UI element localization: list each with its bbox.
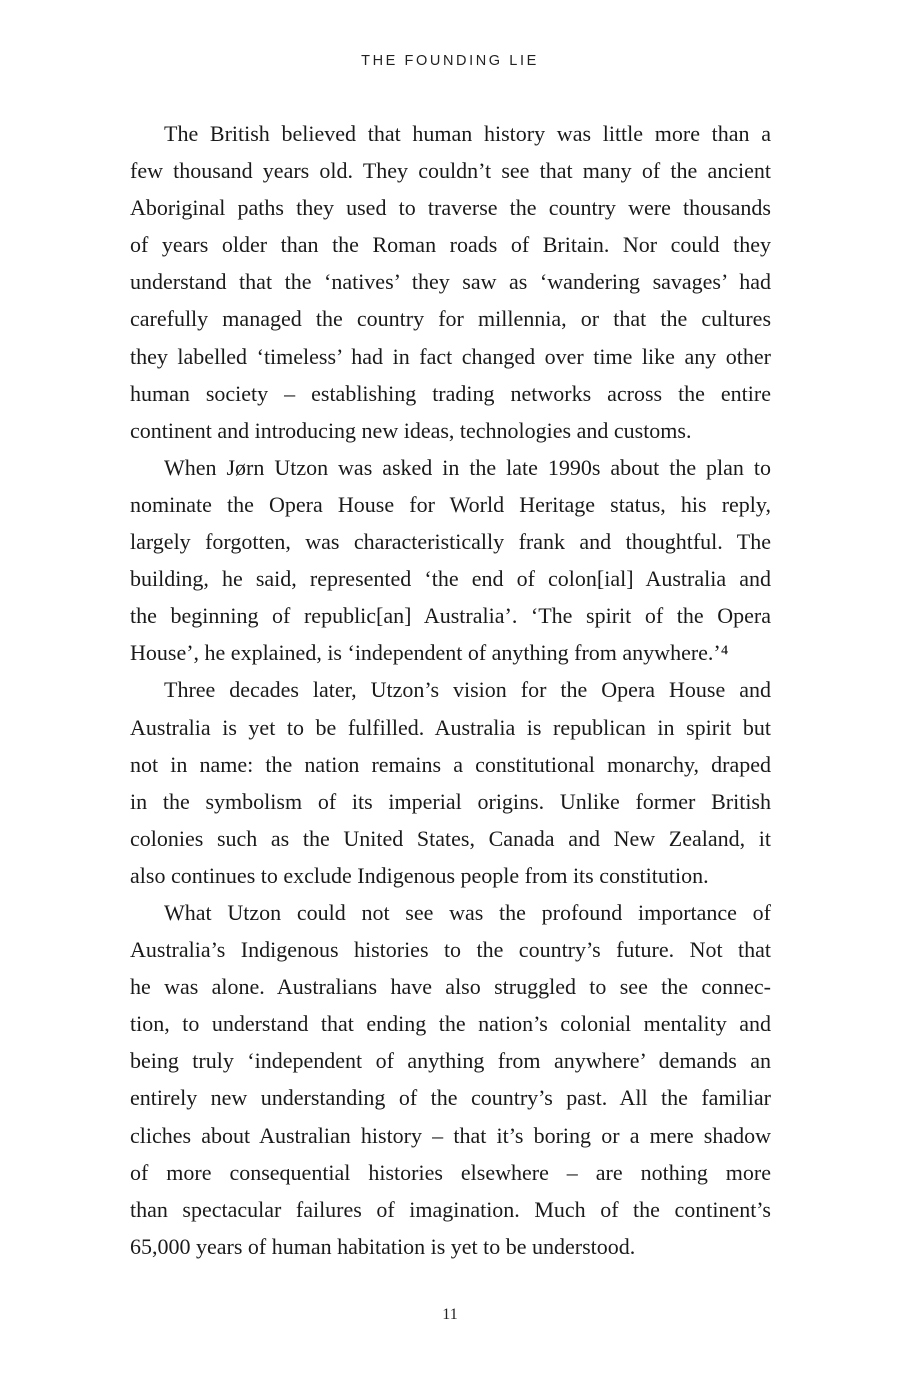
text-line: not in name: the nation remains a constitutional monarchy, draped	[130, 751, 771, 777]
running-head: THE FOUNDING LIE	[361, 53, 539, 69]
text-line: of more consequential histories elsewhere – are nothing more	[130, 1159, 771, 1185]
text-line: also continues to exclude Indigenous people from its constitution.	[130, 862, 709, 888]
text-line: The British believed that human history was little more than a	[164, 121, 771, 146]
text-line: the beginning of republic[an] Australia’. ‘The spirit of the Opera	[130, 603, 771, 629]
text-line: Australia is yet to be fulfilled. Australia is republican in spirit but	[130, 714, 771, 740]
text-line: than spectacular failures of imagination. Much of the continent’s	[130, 1196, 771, 1222]
text-line: being truly ‘independent of anything from anywhere’ demands an	[130, 1048, 771, 1074]
text-line: What Utzon could not see was the profound importance of	[164, 899, 771, 925]
text-line: cliches about Australian history – that it’s boring or a mere shadow	[130, 1122, 771, 1148]
text-line: they labelled ‘timeless’ had in fact changed over time like any other	[130, 343, 771, 369]
text-line: of years older than the Roman roads of Britain. Nor could they	[130, 232, 771, 258]
text-line: tion, to understand that ending the nation’s colonial mentality and	[130, 1011, 771, 1037]
text-line: human society – establishing trading networks across the entire	[130, 380, 771, 406]
text-line: building, he said, represented ‘the end of colon[ial] Australia and	[130, 566, 771, 592]
page-number: 11	[442, 1306, 458, 1323]
text-line: continent and introducing new ideas, technologies and customs.	[130, 417, 692, 443]
text-line: largely forgotten, was characteristically frank and thoughtful. The	[130, 529, 771, 555]
text-line: Three decades later, Utzon’s vision for the Opera House and	[164, 677, 771, 703]
text-line: When Jørn Utzon was asked in the late 1990s about the plan to	[164, 454, 771, 480]
text-line: carefully managed the country for millennia, or that the cultures	[130, 306, 771, 332]
text-line: few thousand years old. They couldn’t see that many of the ancient	[130, 158, 771, 184]
text-line: nominate the Opera House for World Heritage status, his reply,	[130, 491, 771, 517]
text-line: colonies such as the United States, Canada and New Zealand, it	[130, 825, 771, 851]
text-line: in the symbolism of its imperial origins. Unlike former British	[130, 788, 771, 814]
text-line: House’, he explained, is ‘independent of anything from anywhere.’⁴	[130, 640, 729, 666]
text-line: Australia’s Indigenous histories to the country’s future. Not that	[130, 937, 771, 963]
text-line: Aboriginal paths they used to traverse the country were thousands	[130, 195, 771, 221]
text-line: he was alone. Australians have also struggled to see the connec-	[130, 974, 771, 1000]
text-line: understand that the ‘natives’ they saw as ‘wandering savages’ had	[130, 269, 771, 295]
text-line: 65,000 years of human habitation is yet to be understood.	[130, 1233, 636, 1259]
text-line: entirely new understanding of the country’s past. All the familiar	[130, 1085, 771, 1111]
body-text	[130, 115, 771, 1265]
